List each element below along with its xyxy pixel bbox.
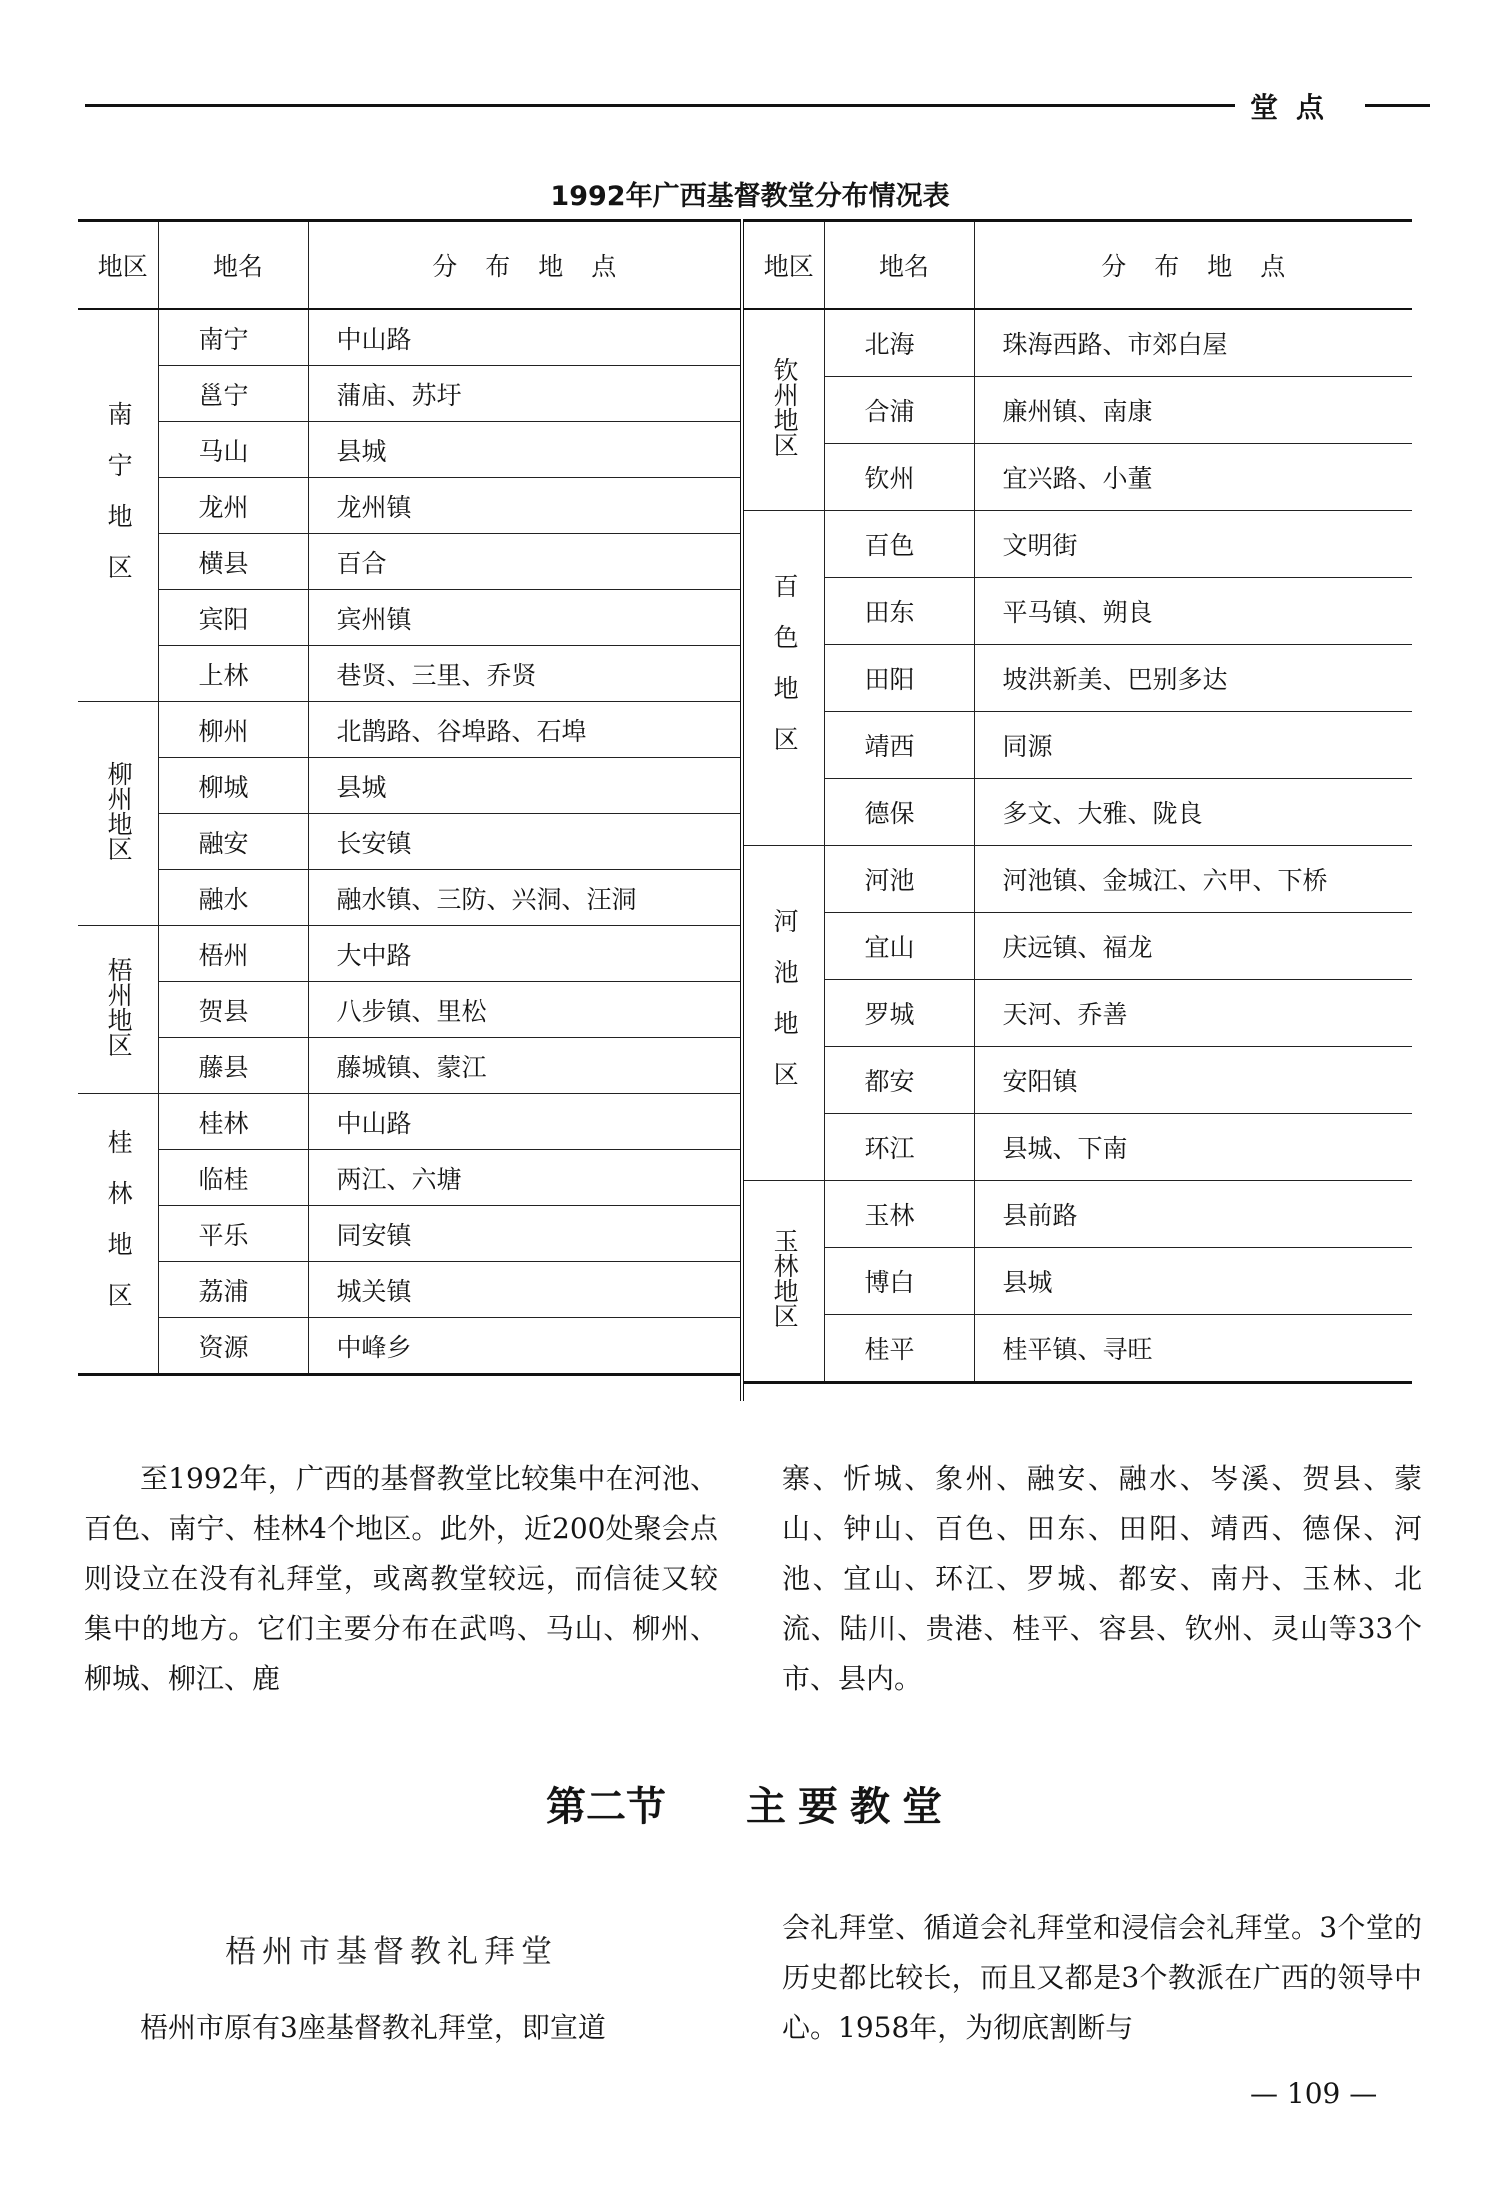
locations-cell: 融水镇、三防、兴洞、汪洞 (308, 870, 740, 926)
table-row (78, 646, 740, 702)
place-name-cell: 贺县 (158, 982, 308, 1038)
locations-cell: 藤城镇、蒙江 (308, 1038, 740, 1094)
place-name-cell: 北海 (824, 309, 974, 377)
table-row (744, 913, 1412, 980)
place-name-cell: 桂林 (158, 1094, 308, 1150)
place-name-cell: 环江 (824, 1114, 974, 1181)
locations-cell: 巷贤、三里、乔贤 (308, 646, 740, 702)
region-label: 南宁地区 (104, 400, 134, 605)
table-row (744, 779, 1412, 846)
table-row (78, 590, 740, 646)
table-row (744, 377, 1412, 444)
place-name-cell: 田阳 (824, 645, 974, 712)
place-name-cell: 邕宁 (158, 366, 308, 422)
running-head: 堂点 (1250, 91, 1343, 124)
locations-cell: 平马镇、朔良 (974, 578, 1412, 645)
region-label: 柳州地区 (104, 760, 134, 861)
place-name-cell: 靖西 (824, 712, 974, 779)
place-name-cell: 荔浦 (158, 1262, 308, 1318)
locations-cell: 八步镇、里松 (308, 982, 740, 1038)
locations-cell: 县前路 (974, 1181, 1412, 1248)
place-name-cell: 博白 (824, 1248, 974, 1315)
locations-cell: 宜兴路、小董 (974, 444, 1412, 511)
region-label: 玉林地区 (770, 1228, 800, 1328)
table-row (744, 1315, 1412, 1383)
header-region: 地区 (78, 221, 158, 310)
place-name-cell: 合浦 (824, 377, 974, 444)
locations-cell: 文明街 (974, 511, 1412, 578)
section-heading (0, 1775, 1500, 1832)
region-cell (744, 511, 824, 846)
body-paragraph-3: 梧州市原有3座基督教礼拜堂，即宣道 (140, 2011, 606, 2044)
table-row (744, 444, 1412, 511)
locations-cell: 龙州镇 (308, 478, 740, 534)
church-table-left (78, 219, 740, 1376)
header-rule-right (1365, 104, 1430, 107)
locations-cell: 大中路 (308, 926, 740, 982)
table-row (78, 814, 740, 870)
place-name-cell: 百色 (824, 511, 974, 578)
table-row (744, 1248, 1412, 1315)
locations-cell: 天河、乔善 (974, 980, 1412, 1047)
table-row (744, 846, 1412, 913)
place-name-cell: 钦州 (824, 444, 974, 511)
locations-cell: 蒲庙、苏圩 (308, 366, 740, 422)
locations-cell: 安阳镇 (974, 1047, 1412, 1114)
section-number: 第二节 (546, 1784, 666, 1830)
place-name-cell: 宜山 (824, 913, 974, 980)
table-row (744, 1114, 1412, 1181)
region-cell (78, 926, 158, 1094)
region-cell (78, 1094, 158, 1375)
section-title: 主要教堂 (746, 1784, 954, 1830)
table-row (744, 645, 1412, 712)
place-name-cell: 梧州 (158, 926, 308, 982)
body-paragraph-4: 会礼拜堂、循道会礼拜堂和浸信会礼拜堂。3个堂的历史都比较长，而且又都是3个教派在广西的领导中心。1958年，为彻底割断与 (782, 1911, 1422, 2044)
region-label: 百色地区 (770, 573, 800, 777)
table-row (78, 366, 740, 422)
locations-cell: 珠海西路、市郊白屋 (974, 309, 1412, 377)
place-name-cell: 南宁 (158, 309, 308, 366)
locations-cell: 多文、大雅、陇良 (974, 779, 1412, 846)
table-header-row (78, 221, 740, 310)
place-name-cell: 平乐 (158, 1206, 308, 1262)
place-name-cell: 柳城 (158, 758, 308, 814)
church-subtitle: 梧州市基督教礼拜堂 (225, 1934, 558, 1970)
locations-cell: 中峰乡 (308, 1318, 740, 1375)
locations-cell: 河池镇、金城江、六甲、下桥 (974, 846, 1412, 913)
table-row (78, 1094, 740, 1150)
place-name-cell: 宾阳 (158, 590, 308, 646)
table-row (78, 1262, 740, 1318)
place-name-cell: 藤县 (158, 1038, 308, 1094)
place-name-cell: 桂平 (824, 1315, 974, 1383)
place-name-cell: 融安 (158, 814, 308, 870)
table-row (78, 1206, 740, 1262)
place-name-cell: 都安 (824, 1047, 974, 1114)
header-locations: 分布地点 (308, 221, 740, 310)
locations-cell: 庆远镇、福龙 (974, 913, 1412, 980)
region-label: 梧州地区 (104, 956, 134, 1057)
locations-cell: 同安镇 (308, 1206, 740, 1262)
table-row (78, 870, 740, 926)
table-row (744, 511, 1412, 578)
locations-cell: 县城 (308, 758, 740, 814)
locations-cell: 同源 (974, 712, 1412, 779)
table-row (744, 309, 1412, 377)
table-row (78, 534, 740, 590)
header-name: 地名 (158, 221, 308, 310)
region-cell (78, 309, 158, 702)
place-name-cell: 罗城 (824, 980, 974, 1047)
table-row (78, 309, 740, 366)
header-region: 地区 (744, 221, 824, 310)
region-label: 钦州地区 (770, 357, 800, 457)
place-name-cell: 田东 (824, 578, 974, 645)
locations-cell: 中山路 (308, 1094, 740, 1150)
table-row (78, 1318, 740, 1375)
place-name-cell: 资源 (158, 1318, 308, 1375)
body-paragraph-2: 寨、忻城、象州、融安、融水、岑溪、贺县、蒙山、钟山、百色、田东、田阳、靖西、德保、河池、宜山、环江、罗城、都安、南丹、玉林、北流、陆川、贵港、桂平、容县、钦州、灵山等33个市、县内。 (782, 1462, 1422, 1695)
table-row (78, 982, 740, 1038)
place-name-cell: 德保 (824, 779, 974, 846)
table-header-row (744, 221, 1412, 310)
place-name-cell: 横县 (158, 534, 308, 590)
region-cell (744, 1181, 824, 1383)
locations-cell: 桂平镇、寻旺 (974, 1315, 1412, 1383)
locations-cell: 坡洪新美、巴别多达 (974, 645, 1412, 712)
header-name: 地名 (824, 221, 974, 310)
locations-cell: 城关镇 (308, 1262, 740, 1318)
table-row (78, 1150, 740, 1206)
place-name-cell: 马山 (158, 422, 308, 478)
church-table-right (744, 219, 1412, 1384)
place-name-cell: 临桂 (158, 1150, 308, 1206)
table-row (78, 926, 740, 982)
table-row (78, 422, 740, 478)
region-label: 桂林地区 (104, 1128, 134, 1333)
locations-cell: 长安镇 (308, 814, 740, 870)
table-row (744, 1047, 1412, 1114)
place-name-cell: 柳州 (158, 702, 308, 758)
place-name-cell: 河池 (824, 846, 974, 913)
locations-cell: 两江、六塘 (308, 1150, 740, 1206)
table-row (78, 1038, 740, 1094)
place-name-cell: 龙州 (158, 478, 308, 534)
table-row (78, 702, 740, 758)
locations-cell: 县城 (308, 422, 740, 478)
table-title: 1992年广西基督教堂分布情况表 (550, 181, 950, 212)
header-rule (85, 104, 1235, 107)
place-name-cell: 玉林 (824, 1181, 974, 1248)
table-row (744, 1181, 1412, 1248)
place-name-cell: 融水 (158, 870, 308, 926)
locations-cell: 县城、下南 (974, 1114, 1412, 1181)
locations-cell: 宾州镇 (308, 590, 740, 646)
table-row (78, 478, 740, 534)
region-label: 河池地区 (770, 908, 800, 1112)
place-name-cell: 上林 (158, 646, 308, 702)
body-paragraph-1: 至1992年，广西的基督教堂比较集中在河池、百色、南宁、桂林4个地区。此外，近200处聚会点则设立在没有礼拜堂，或离教堂较远，而信徒又较集中的地方。它们主要分布在武鸣、马山、柳州、柳城、柳江、鹿 (84, 1462, 718, 1695)
locations-cell: 百合 (308, 534, 740, 590)
locations-cell: 廉州镇、南康 (974, 377, 1412, 444)
locations-cell: 中山路 (308, 309, 740, 366)
region-cell (78, 702, 158, 926)
table-row (744, 980, 1412, 1047)
region-cell (744, 846, 824, 1181)
header-locations: 分布地点 (974, 221, 1412, 310)
table-row (744, 712, 1412, 779)
table-row (744, 578, 1412, 645)
locations-cell: 县城 (974, 1248, 1412, 1315)
page-number: — 109 — (1250, 2077, 1378, 2110)
region-cell (744, 309, 824, 511)
table-row (78, 758, 740, 814)
locations-cell: 北鹊路、谷埠路、石埠 (308, 702, 740, 758)
